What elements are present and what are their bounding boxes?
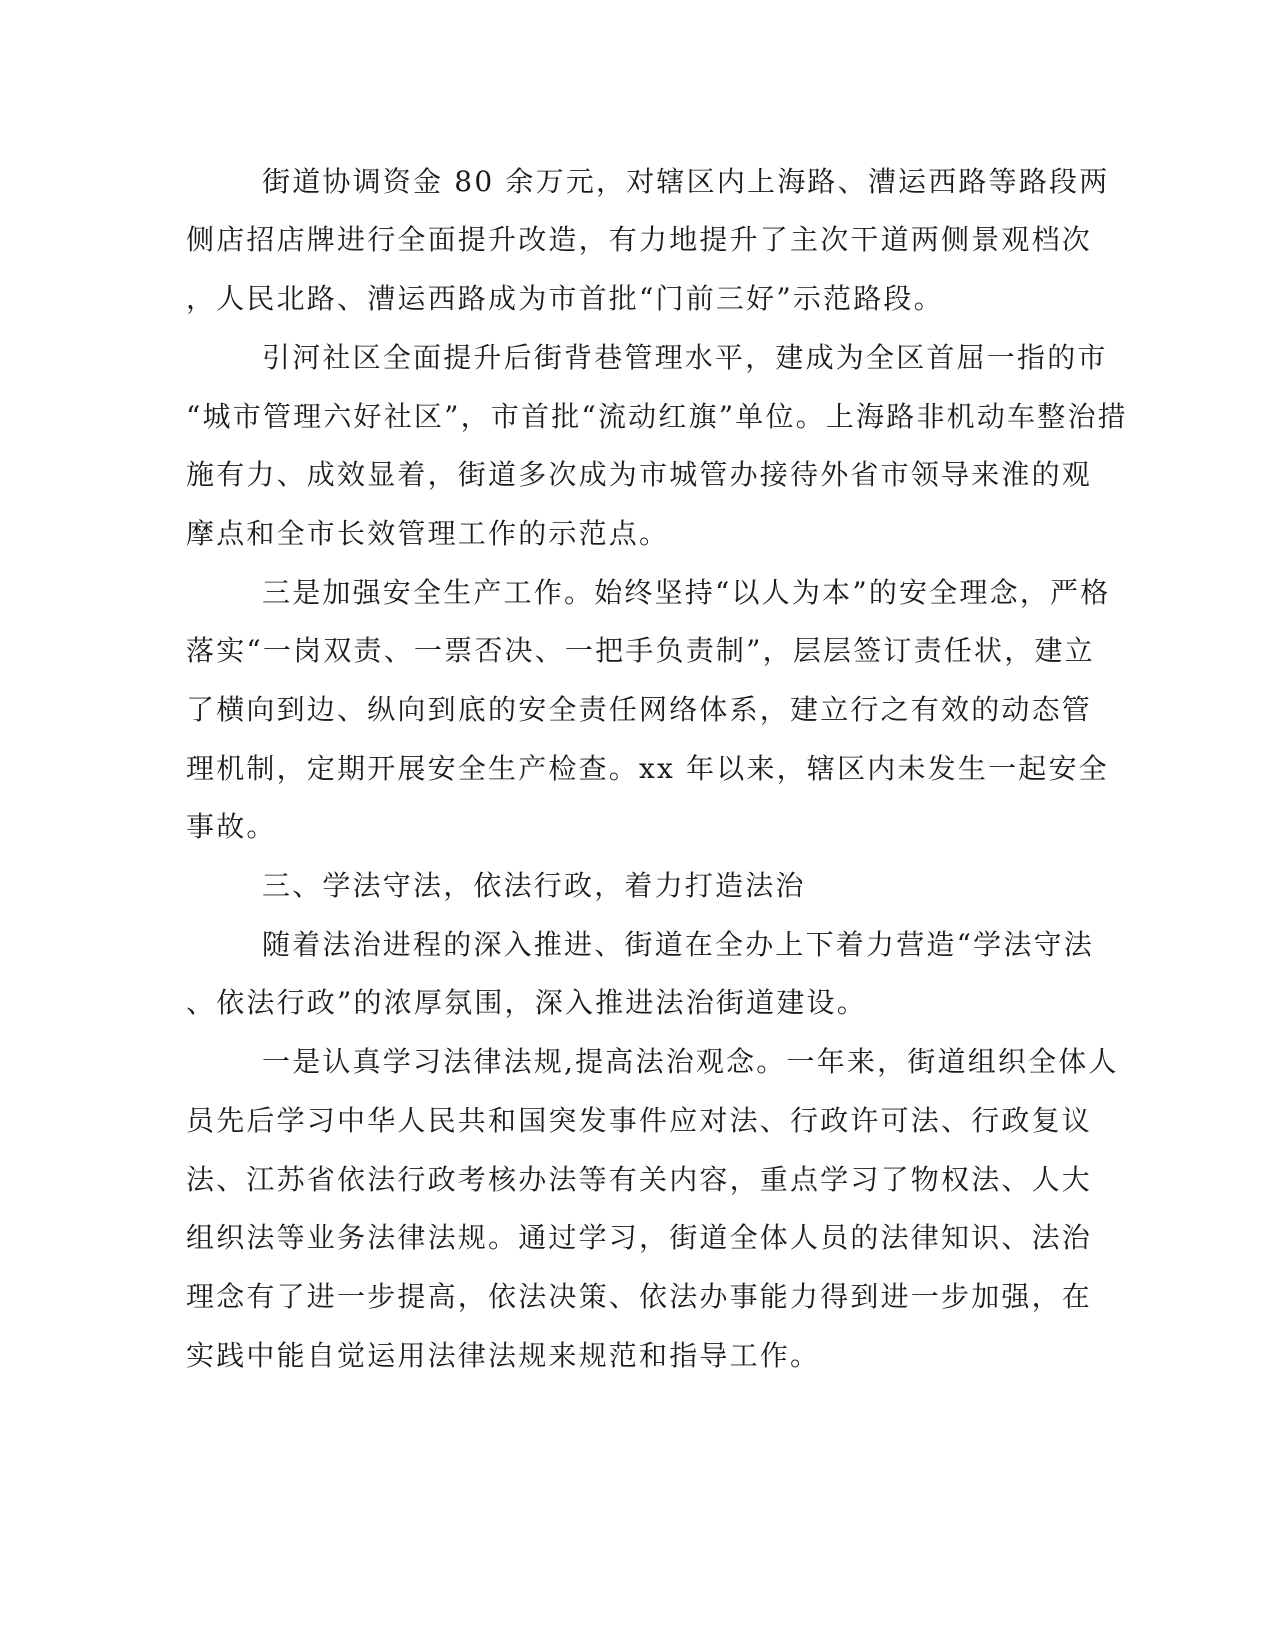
text-line: 侧店招店牌进行全面提升改造，有力地提升了主次干道两侧景观档次 [186, 223, 1093, 256]
section-heading: 三、学法守法，依法行政，着力打造法治 [262, 869, 806, 902]
text-line: 员先后学习中华人民共和国突发事件应对法、行政许可法、行政复议 [186, 1104, 1093, 1137]
text-line: 组织法等业务法律法规。通过学习，街道全体人员的法律知识、法治 [186, 1221, 1093, 1254]
text-line: “城市管理六好社区”，市首批“流动红旗”单位。上海路非机动车整治措 [186, 400, 1128, 433]
text-line: 理念有了进一步提高，依法决策、依法办事能力得到进一步加强，在 [186, 1280, 1093, 1313]
text-line: 法、江苏省依法行政考核办法等有关内容，重点学习了物权法、人大 [186, 1163, 1093, 1196]
text-line: 摩点和全市长效管理工作的示范点。 [186, 517, 670, 550]
text-line: ，人民北路、漕运西路成为市首批“门前三好”示范路段。 [186, 282, 944, 315]
text-line: 、依法行政”的浓厚氛围，深入推进法治街道建设。 [186, 986, 867, 1019]
text-line: 三是加强安全生产工作。始终坚持“以人为本”的安全理念，严格 [262, 576, 1111, 609]
text-line: 引河社区全面提升后街背巷管理水平，建成为全区首屈一指的市 [262, 341, 1108, 374]
text-line: 实践中能自觉运用法律法规来规范和指导工作。 [186, 1339, 821, 1372]
text-line: 事故。 [186, 810, 277, 843]
text-line: 街道协调资金 80 余万元，对辖区内上海路、漕运西路等路段两 [262, 165, 1110, 198]
text-line: 了横向到边、纵向到底的安全责任网络体系，建立行之有效的动态管 [186, 693, 1093, 726]
text-line: 理机制，定期开展安全生产检查。xx 年以来，辖区内未发生一起安全 [186, 752, 1109, 785]
text-line: 随着法治进程的深入推进、街道在全办上下着力营造“学法守法 [262, 928, 1094, 961]
text-line: 落实“一岗双责、一票否决、一把手负责制”，层层签订责任状，建立 [186, 634, 1095, 667]
text-line: 施有力、成效显着，街道多次成为市城管办接待外省市领导来淮的观 [186, 458, 1093, 491]
text-line: 一是认真学习法律法规,提高法治观念。一年来，街道组织全体人 [262, 1045, 1119, 1078]
